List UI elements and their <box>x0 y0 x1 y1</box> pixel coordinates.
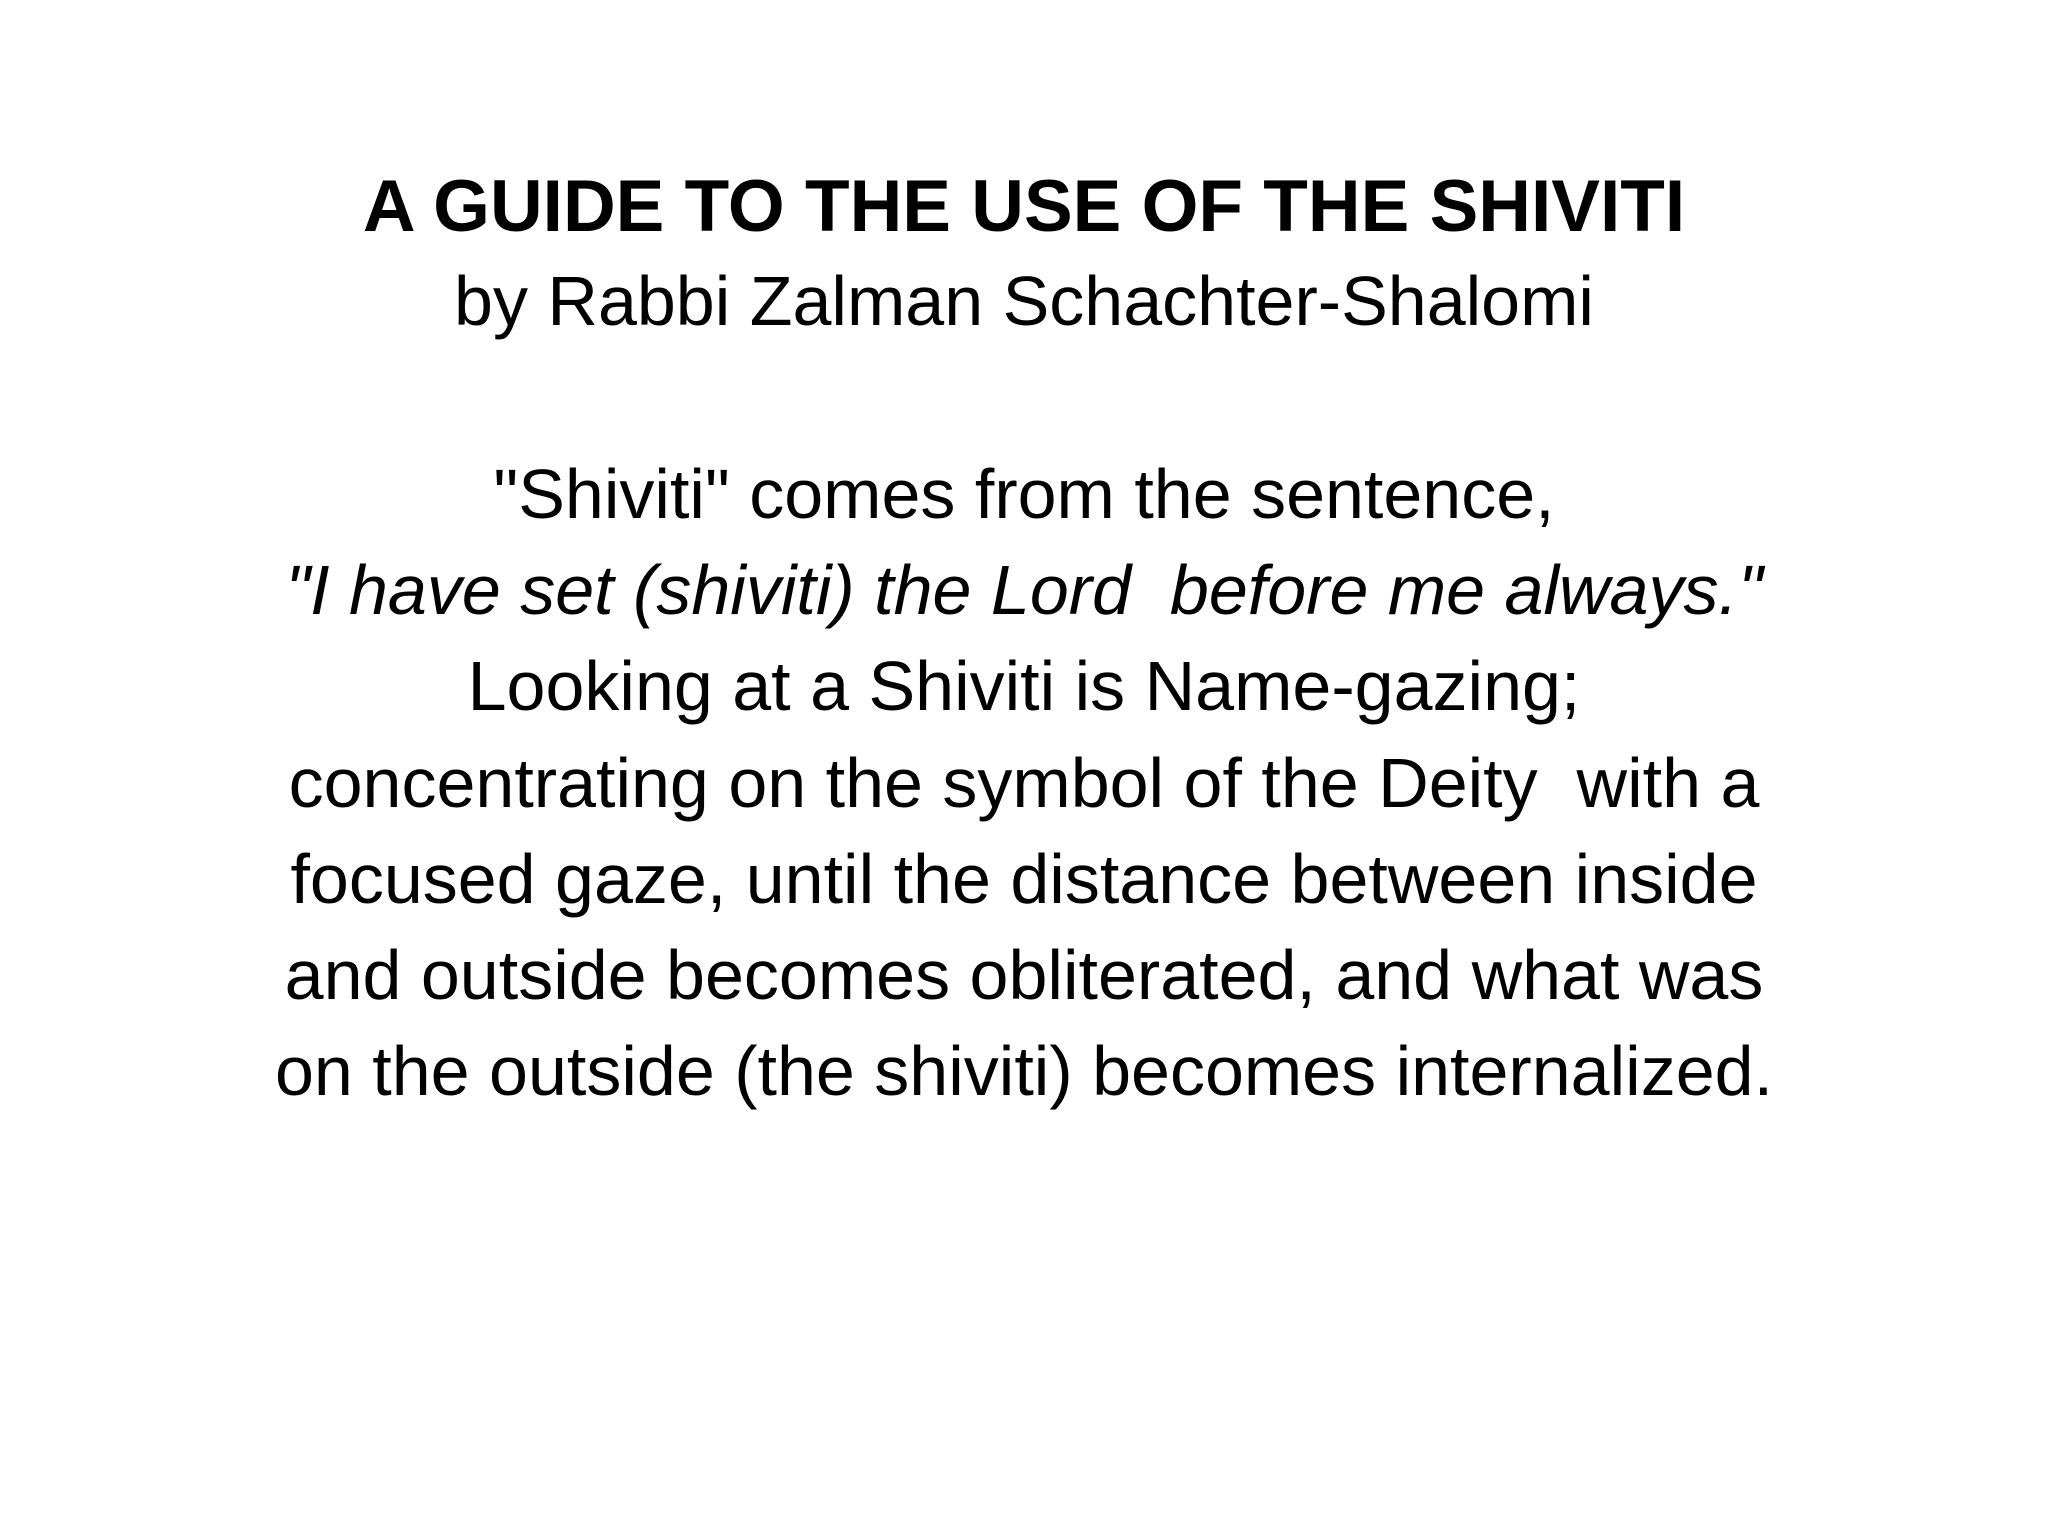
body-line-quote: "I have set (shiviti) the Lord before me always." <box>285 551 1763 629</box>
body-line-concentrating: concentrating on the symbol of the Deity with a <box>288 744 1760 822</box>
body-line-obliterated: and outside becomes obliterated, and what was <box>284 936 1764 1014</box>
body-line-intro: "Shiviti" comes from the sentence, <box>493 455 1555 533</box>
document-title: A GUIDE TO THE USE OF THE SHIVITI <box>362 166 1686 247</box>
body-line-name-gazing: Looking at a Shiviti is Name-gazing; <box>467 647 1581 725</box>
body-line-internalized: on the outside (the shiviti) becomes internalized. <box>274 1032 1774 1110</box>
author-byline: by Rabbi Zalman Schachter-Shalomi <box>454 262 1594 340</box>
body-line-focused-gaze: focused gaze, until the distance between inside <box>290 840 1758 918</box>
